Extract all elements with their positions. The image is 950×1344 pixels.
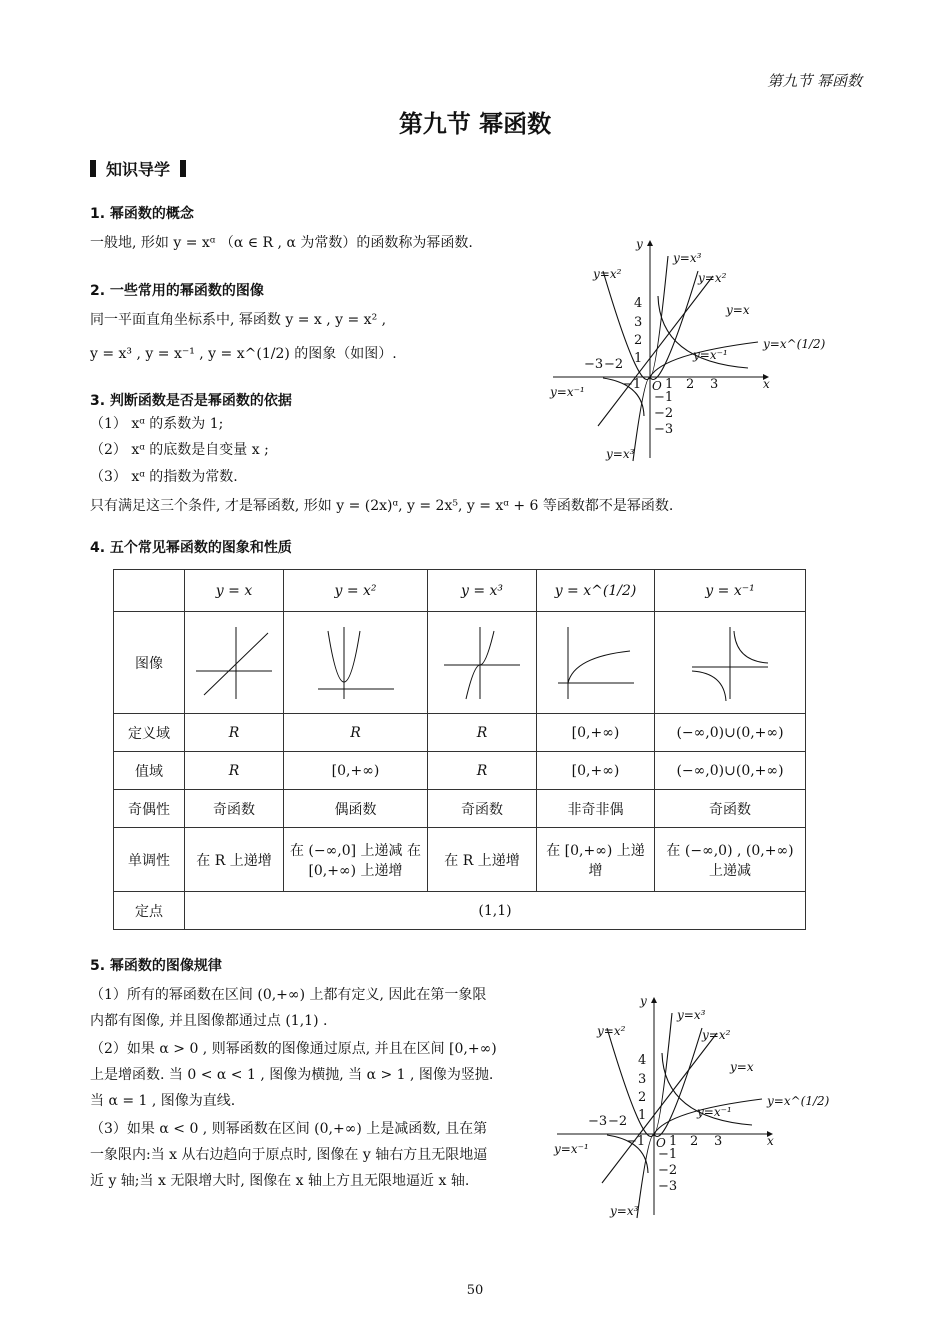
fig1-axis-x: x xyxy=(763,377,770,391)
section-bar-left xyxy=(90,160,96,177)
fig2-tick-x-m1: −1 xyxy=(626,1134,646,1149)
table-cell: R xyxy=(428,752,537,790)
fig1-tick-y-3: 3 xyxy=(634,315,643,330)
fig2-label-y-sqrt: y=x^(1/2) xyxy=(767,1094,830,1108)
fig1-label-y-x3-bottom: y=x³ xyxy=(606,447,635,461)
graph-cell-cube xyxy=(428,612,537,714)
graph-cell-sqrt xyxy=(537,612,655,714)
power-functions-figure-top xyxy=(548,236,826,466)
row-label: 单调性 xyxy=(114,828,185,892)
fig1-label-y-x2-right: y=x² xyxy=(698,271,727,285)
fig1-label-y-inv-left: y=x⁻¹ xyxy=(550,385,585,399)
s5-paragraph-3: （3）如果 α < 0 , 则幂函数在区间 (0,+∞) 上是减函数, 且在第一象限内:当 x 从右边趋向于原点时, 图像在 y 轴右方且无限地逼近 y 轴;当 x 无限增大时, 图像在 x 轴上方且无限地逼近 x 轴. xyxy=(90,1121,488,1189)
fig2-tick-x-2: 2 xyxy=(690,1134,699,1149)
s2-line2: y = x³ , y = x⁻¹ , y = x^(1/2) 的图象（如图）. xyxy=(90,346,397,362)
fig2-tick-x-1: 1 xyxy=(669,1134,678,1149)
fig1-tick-y-m3: −3 xyxy=(654,422,674,437)
fig1-tick-x-m1: −1 xyxy=(622,377,642,392)
mini-graph-sqrt xyxy=(554,623,638,703)
row-label: 定点 xyxy=(114,892,185,930)
s5-heading: 5. 幂函数的图像规律 xyxy=(90,958,222,974)
fig2-label-y-x3: y=x³ xyxy=(677,1008,706,1022)
s2-line1: 同一平面直角坐标系中, 幂函数 y = x , y = x² , xyxy=(90,312,387,328)
table-cell: R xyxy=(185,752,284,790)
fig1-label-y-inv-right: y=x⁻¹ xyxy=(693,348,728,362)
table-cell: 在 (−∞,0) , (0,+∞) 上递减 xyxy=(655,828,806,892)
fig2-tick-y-m3: −3 xyxy=(658,1179,678,1194)
fig2-tick-y-m1: −1 xyxy=(658,1147,678,1162)
table-row-parity xyxy=(114,790,806,828)
power-functions-figure-bottom xyxy=(552,993,830,1223)
s5-paragraph-2: （2）如果 α > 0 , 则幂函数的图像通过原点, 并且在区间 [0,+∞) 上是增函数. 当 0 < α < 1 , 图像为横抛, 当 α > 1 , 图像为竖抛. 当 α = 1 , 图像为直线. xyxy=(90,1041,497,1109)
fig1-tick-y-2: 2 xyxy=(634,333,643,348)
table-cell-fixed-point: (1,1) xyxy=(185,892,806,930)
fig1-tick-y-1: 1 xyxy=(634,351,643,366)
table-cell: 奇函数 xyxy=(428,790,537,828)
table-header-cell: y = x² xyxy=(284,570,428,612)
fig1-tick-y-m1: −1 xyxy=(654,390,674,405)
fig2-label-y-inv-right: y=x⁻¹ xyxy=(697,1105,732,1119)
row-label: 图像 xyxy=(114,612,185,714)
mini-graph-cube xyxy=(440,623,524,703)
table-cell: 在 (−∞,0] 上递减 在 [0,+∞) 上递增 xyxy=(284,828,428,892)
fig1-tick-x-2: 2 xyxy=(686,377,695,392)
row-label: 定义域 xyxy=(114,714,185,752)
fig2-axis-y: y xyxy=(640,994,647,1008)
table-cell: R xyxy=(428,714,537,752)
fig1-origin: O xyxy=(652,379,662,393)
table-cell: 偶函数 xyxy=(284,790,428,828)
section-label: 知识导学 xyxy=(106,160,171,179)
fig2-label-y-x: y=x xyxy=(730,1060,754,1074)
table-cell: [0,+∞) xyxy=(537,714,655,752)
mini-graph-square xyxy=(314,623,398,703)
page-number: 50 xyxy=(466,1283,484,1298)
row-label: 奇偶性 xyxy=(114,790,185,828)
fig2-tick-y-1: 1 xyxy=(638,1108,647,1123)
mini-graph-linear xyxy=(192,623,276,703)
fig2-tick-y-3: 3 xyxy=(638,1072,647,1087)
table-row-fixed-point xyxy=(114,892,806,930)
s4-heading: 4. 五个常见幂函数的图象和性质 xyxy=(90,540,292,556)
graph-cell-square xyxy=(284,612,428,714)
table-row-monotonic xyxy=(114,828,806,892)
fig1-tick-y-4: 4 xyxy=(634,296,643,311)
table-cell: (−∞,0)∪(0,+∞) xyxy=(655,714,806,752)
fig1-tick-x-3: 3 xyxy=(710,377,719,392)
section-heading xyxy=(90,157,186,180)
fig2-tick-y-4: 4 xyxy=(638,1053,647,1068)
fig2-label-y-inv-left: y=x⁻¹ xyxy=(554,1142,589,1156)
table-cell: 奇函数 xyxy=(185,790,284,828)
properties-table xyxy=(113,569,806,930)
fig1-tick-x-m3: −3 xyxy=(584,357,604,372)
table-corner xyxy=(114,570,185,612)
table-cell: R xyxy=(185,714,284,752)
table-cell: 奇函数 xyxy=(655,790,806,828)
table-cell: R xyxy=(284,714,428,752)
fig2-label-y-x2-left: y=x² xyxy=(597,1024,626,1038)
fig2-tick-y-m2: −2 xyxy=(658,1163,678,1178)
fig2-tick-x-m2: −2 xyxy=(608,1114,628,1129)
s3-note: 只有满足这三个条件, 才是幂函数, 形如 y = (2x)ᵅ, y = 2x⁵, y = xᵅ + 6 等函数都不是幂函数. xyxy=(90,498,674,514)
fig1-tick-y-m2: −2 xyxy=(654,406,674,421)
table-header-cell: y = x^(1/2) xyxy=(537,570,655,612)
table-row-domain xyxy=(114,714,806,752)
table-cell: 在 R 上递增 xyxy=(428,828,537,892)
fig2-tick-x-3: 3 xyxy=(714,1134,723,1149)
table-cell: [0,+∞) xyxy=(537,752,655,790)
mini-graph-inverse xyxy=(688,623,772,703)
table-cell: (−∞,0)∪(0,+∞) xyxy=(655,752,806,790)
s3-heading: 3. 判断函数是否是幂函数的依据 xyxy=(90,393,292,409)
page-title: 第九节 幂函数 xyxy=(398,110,552,138)
fig2-tick-y-2: 2 xyxy=(638,1090,647,1105)
table-cell: 在 R 上递增 xyxy=(185,828,284,892)
fig2-tick-x-m3: −3 xyxy=(588,1114,608,1129)
s3-item-2: （2） xᵅ 的底数是自变量 x ; xyxy=(90,442,269,458)
fig2-label-y-x3-bottom: y=x³ xyxy=(610,1204,639,1218)
fig2-origin: O xyxy=(656,1136,666,1150)
table-header-cell: y = x³ xyxy=(428,570,537,612)
table-cell: [0,+∞) xyxy=(284,752,428,790)
table-cell: 非奇非偶 xyxy=(537,790,655,828)
fig1-label-y-x: y=x xyxy=(726,303,750,317)
fig1-label-y-x3: y=x³ xyxy=(673,251,702,265)
table-header-row xyxy=(114,570,806,612)
table-header-cell: y = x xyxy=(185,570,284,612)
s3-item-1: （1） xᵅ 的系数为 1; xyxy=(90,416,224,432)
s1-text: 一般地, 形如 y = xᵅ （α ∈ R , α 为常数）的函数称为幂函数. xyxy=(90,235,473,251)
graph-cell-inverse xyxy=(655,612,806,714)
fig1-tick-x-m2: −2 xyxy=(604,357,624,372)
table-cell: 在 [0,+∞) 上递增 xyxy=(537,828,655,892)
table-header-cell: y = x⁻¹ xyxy=(655,570,806,612)
s3-item-3: （3） xᵅ 的指数为常数. xyxy=(90,469,238,485)
fig2-axis-x: x xyxy=(767,1134,774,1148)
table-row-range xyxy=(114,752,806,790)
fig1-tick-x-1: 1 xyxy=(665,377,674,392)
fig2-label-y-x2-right: y=x² xyxy=(702,1028,731,1042)
s2-heading: 2. 一些常用的幂函数的图像 xyxy=(90,283,264,299)
fig1-label-y-x2-left: y=x² xyxy=(593,267,622,281)
s1-heading: 1. 幂函数的概念 xyxy=(90,206,194,222)
running-header: 第九节 幂函数 xyxy=(767,72,862,90)
table-row-graph xyxy=(114,612,806,714)
fig1-axis-y: y xyxy=(636,237,643,251)
fig1-label-y-sqrt: y=x^(1/2) xyxy=(763,337,826,351)
graph-cell-linear xyxy=(185,612,284,714)
section-bar-right xyxy=(180,160,186,177)
s5-paragraph-1: （1）所有的幂函数在区间 (0,+∞) 上都有定义, 因此在第一象限内都有图像, 并且图像都通过点 (1,1) . xyxy=(90,987,487,1029)
row-label: 值域 xyxy=(114,752,185,790)
